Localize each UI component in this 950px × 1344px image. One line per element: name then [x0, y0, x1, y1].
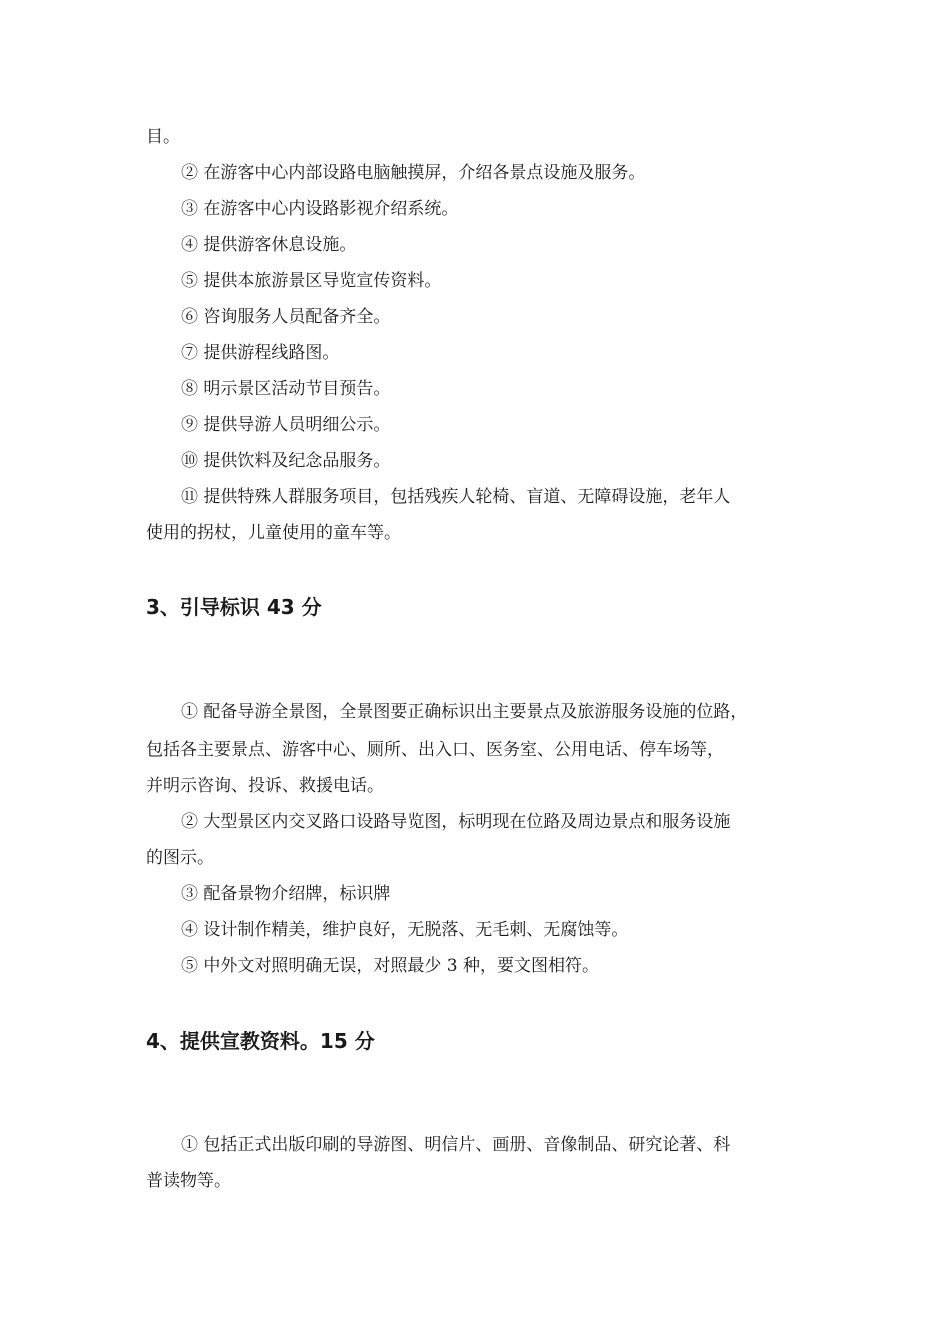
paragraph-continuation: 目。	[146, 127, 180, 147]
list-item: ⑤ 提供本旅游景区导览宣传资料。	[181, 271, 442, 291]
list-item: ② 大型景区内交叉路口设路导览图，标明现在位路及周边景点和服务设施	[181, 812, 731, 832]
list-item: ⑤ 中外文对照明确无误，对照最少 3 种，要文图相符。	[181, 956, 600, 976]
list-item: ② 在游客中心内部设路电脑触摸屏，介绍各景点设施及服务。	[181, 163, 646, 183]
list-item-continuation: 的图示。	[146, 848, 214, 868]
section-heading: 3、引导标识 43 分	[146, 595, 322, 619]
list-item: ⑩ 提供饮料及纪念品服务。	[181, 451, 391, 471]
list-item: ③ 在游客中心内设路影视介绍系统。	[181, 199, 459, 219]
list-item: ④ 设计制作精美，维护良好，无脱落、无毛刺、无腐蚀等。	[181, 920, 629, 940]
list-item: ① 配备导游全景图，全景图要正确标识出主要景点及旅游服务设施的位路，	[181, 702, 748, 722]
list-item: ⑨ 提供导游人员明细公示。	[181, 415, 391, 435]
list-item: ⑪ 提供特殊人群服务项目，包括残疾人轮椅、盲道、无障碍设施，老年人	[181, 487, 731, 507]
list-item-continuation: 并明示咨询、投诉、救援电话。	[146, 776, 384, 796]
list-item-continuation: 普读物等。	[146, 1171, 231, 1191]
list-item: ⑥ 咨询服务人员配备齐全。	[181, 307, 391, 327]
list-item: ⑦ 提供游程线路图。	[181, 343, 340, 363]
list-item-continuation: 包括各主要景点、游客中心、厕所、出入口、医务室、公用电话、停车场等，	[146, 740, 724, 760]
list-item: ① 包括正式出版印刷的导游图、明信片、画册、音像制品、研究论著、科	[181, 1135, 731, 1155]
list-item-continuation: 使用的拐杖，儿童使用的童车等。	[146, 523, 401, 543]
list-item: ④ 提供游客休息设施。	[181, 235, 357, 255]
list-item: ⑧ 明示景区活动节目预告。	[181, 379, 391, 399]
list-item: ③ 配备景物介绍牌，标识牌	[181, 884, 391, 904]
section-heading: 4、提供宣教资料。15 分	[146, 1029, 375, 1053]
